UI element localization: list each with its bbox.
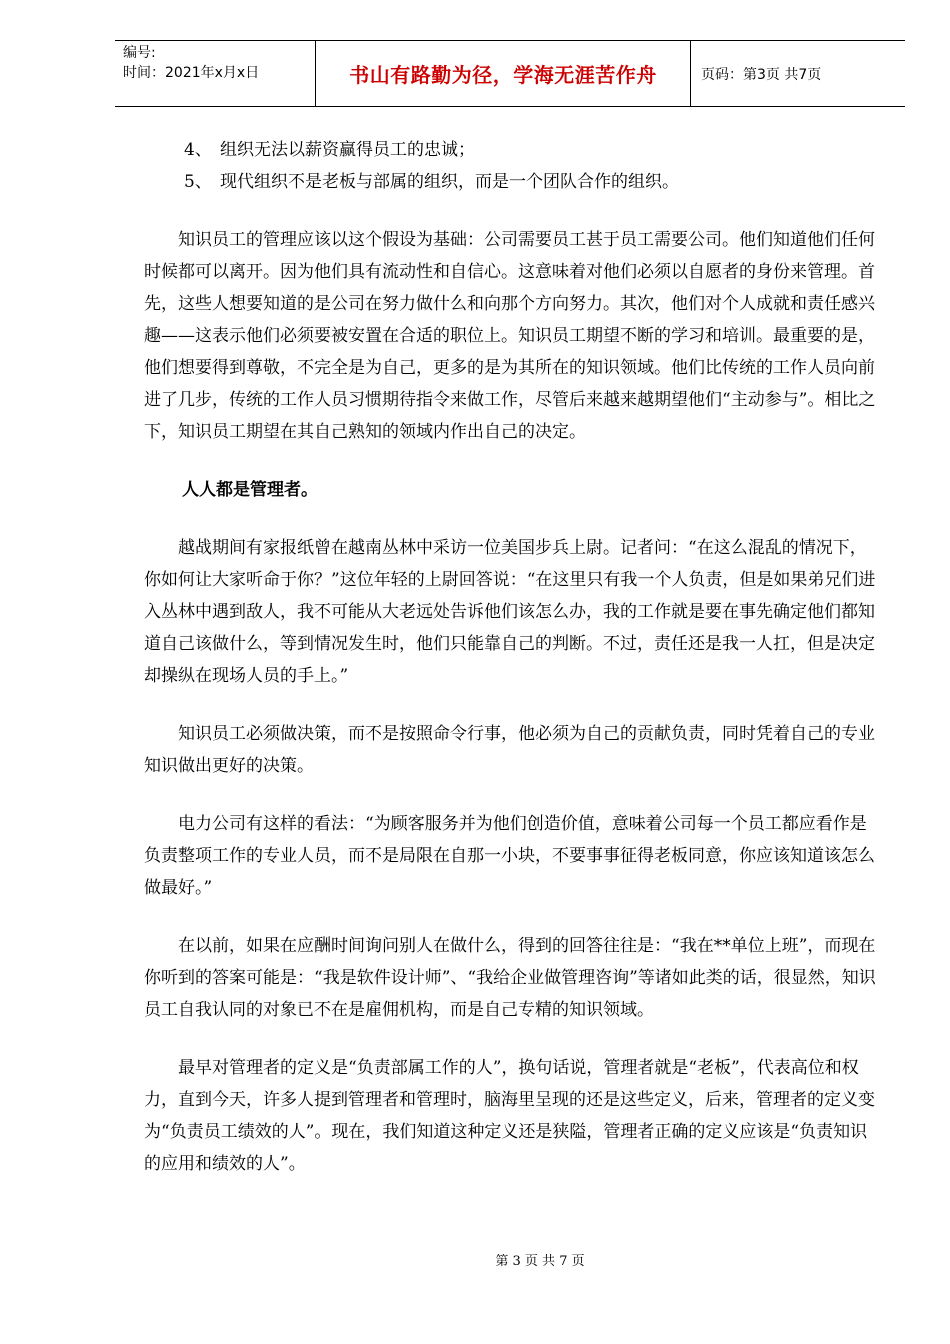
list-item (144, 134, 880, 166)
list-item (144, 166, 880, 198)
header-motto: 书山有路勤为径，学海无涯苦作舟 (315, 41, 691, 106)
list-text: 现代组织不是老板与部属的组织，而是一个团队合作的组织。 (220, 172, 679, 192)
paragraph: 电力公司有这样的看法：“为顾客服务并为他们创造价值，意味着公司每一个员工都应看作是负责整项工作的专业人员，而不是局限在自那一小块，不要事事征得老板同意，你应该知道该怎么做最好。” (144, 814, 875, 898)
section-heading: 人人都是管理者。 (182, 480, 318, 500)
list-text: 组织无法以薪资赢得员工的忠诚； (220, 140, 475, 160)
paragraph: 知识员工必须做决策，而不是按照命令行事，他必须为自己的贡献负责，同时凭着自己的专业知识做出更好的决策。 (144, 724, 875, 776)
paragraph: 越战期间有家报纸曾在越南丛林中采访一位美国步兵上尉。记者问：“在这么混乱的情况下，你如何让大家听命于你？”这位年轻的上尉回答说：“在这里只有我一个人负责，但是如果弟兄们进入丛林中遇到敌人，我不可能从大老远处告诉他们该怎么办，我的工作就是要在事先确定他们都知道自己该做什么，等到情况发生时，他们只能靠自己的判断。不过，责任还是我一人扛，但是决定却操纵在现场人员的手上。” (144, 538, 876, 686)
document-header (115, 40, 905, 107)
page-footer: 第 3 页 共 7 页 (495, 1254, 585, 1269)
paragraph: 知识员工的管理应该以这个假设为基础：公司需要员工甚于员工需要公司。他们知道他们任何时候都可以离开。因为他们具有流动性和自信心。这意味着对他们必须以自愿者的身份来管理。首先，这些人想要知道的是公司在努力做什么和向那个方向努力。其次，他们对个人成就和责任感兴趣——这表示他们必须要被安置在合适的职位上。知识员工期望不断的学习和培训。最重要的是，他们想要得到尊敬，不完全是为自己，更多的是为其所在的知识领域。他们比传统的工作人员向前进了几步，传统的工作人员习惯期待指令来做工作，尽管后来越来越期望他们“主动参与”。相比之下，知识员工期望在其自己熟知的领域内作出自己的决定。 (144, 230, 876, 442)
code-label: 编号: (123, 45, 156, 61)
list-number: 5、 (184, 172, 212, 192)
time-label: 时间：2021年x月x日 (123, 65, 260, 81)
paragraph: 最早对管理者的定义是“负责部属工作的人”，换句话说，管理者就是“老板”，代表高位和权力，直到今天，许多人提到管理者和管理时，脑海里呈现的还是这些定义，后来，管理者的定义变为“负责员工绩效的人”。现在，我们知道这种定义还是狭隘，管理者正确的定义应该是“负责知识的应用和绩效的人”。 (144, 1058, 875, 1174)
list-number: 4、 (184, 140, 212, 160)
paragraph: 在以前，如果在应酬时间询问别人在做什么，得到的回答往往是：“我在**单位上班”，而现在你听到的答案可能是：“我是软件设计师”、“我给企业做管理咨询”等诸如此类的话，很显然，知识员工自我认同的对象已不在是雇佣机构，而是自己专精的知识领域。 (144, 936, 876, 1020)
header-meta (115, 41, 315, 106)
document-body (144, 134, 880, 1180)
header-page-number: 页码：第3页 共7页 (701, 66, 822, 83)
